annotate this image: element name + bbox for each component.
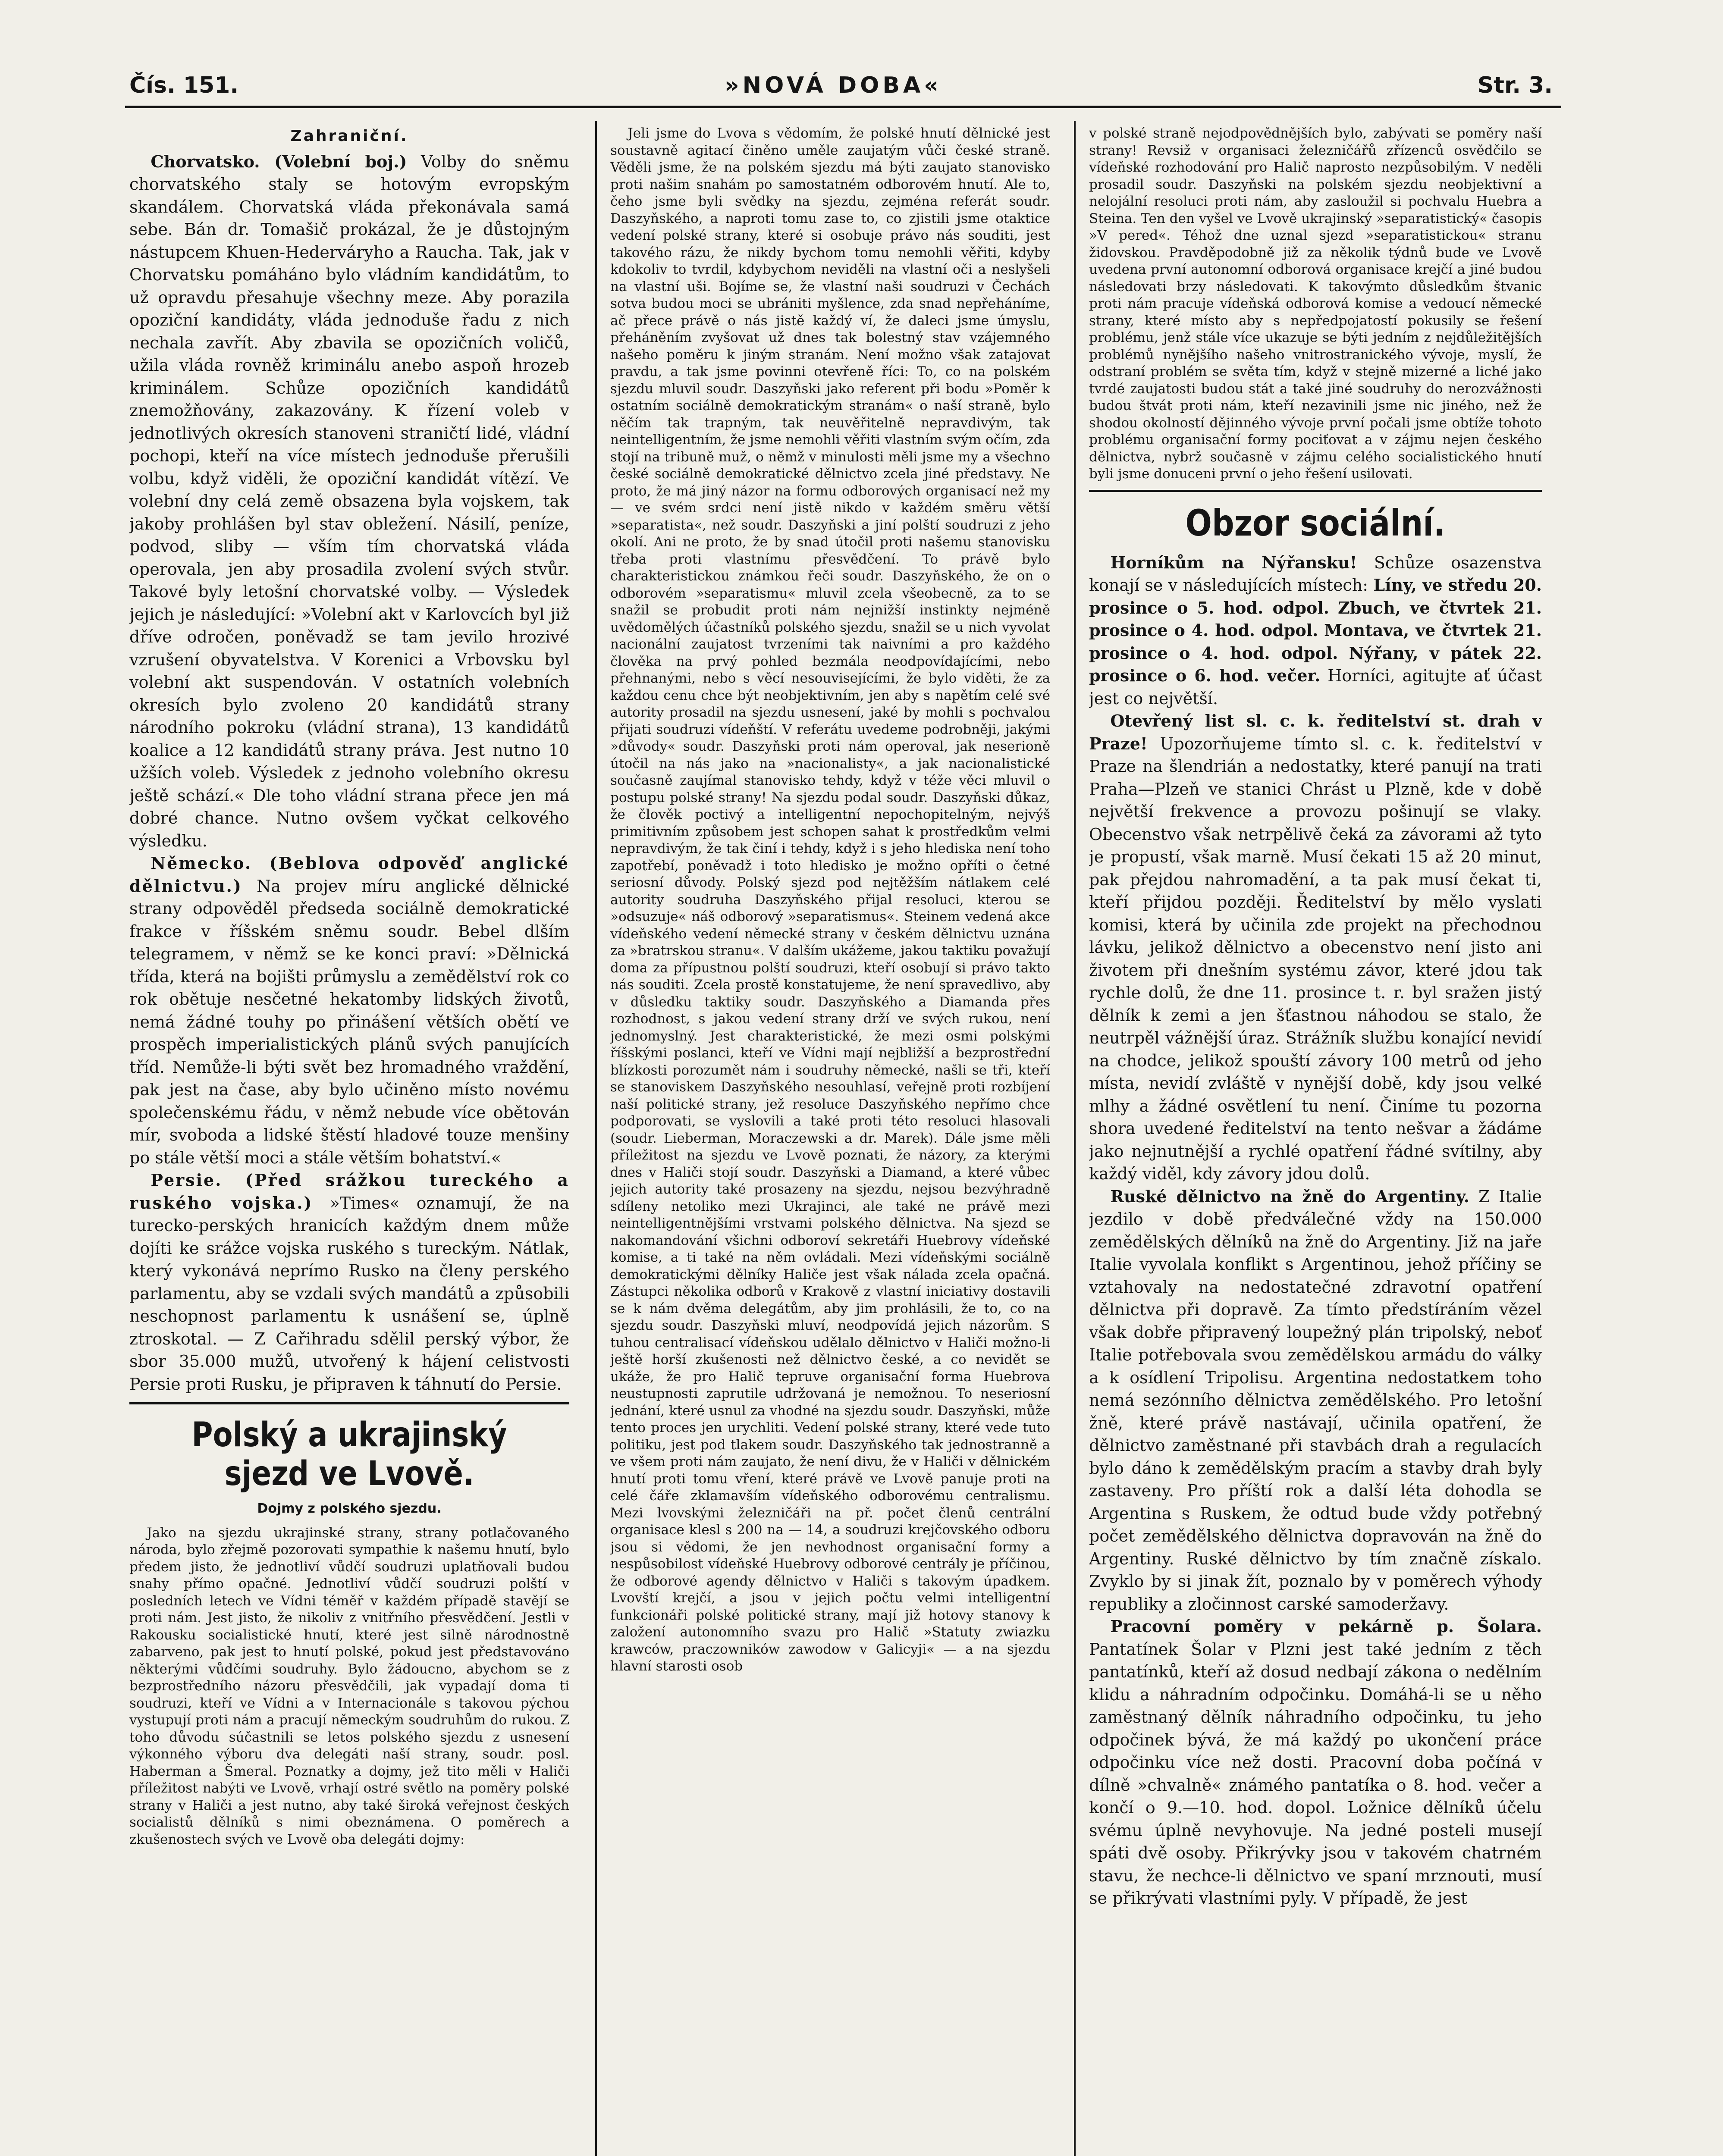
text-bakery: Pantatínek Šolar v Plzni jest také jedním z těch pantatínků, kteří až dosud nedbají zákona o nedělním klidu a náhradním odpočinku. Domáhá-li se u něho zaměstnaný dělník náhradního odpočinku, tu jeho odpočinek bývá, že má každý po ukončení práce odpočinku více než dosti. Pracovní doba počíná v dílně »chvalně« známého pantatíka o 8. hod. večer a končí o 9.—10. hod. dopol. Ložnice dělníků účelu svému úplně nevyhovuje. Na jedné posteli musejí spáti dvě osoby. Přikrývky jsou v takovém chatrném stavu, že nechce-li dělnictvo ve spaní mrznouti, musí se přikrývati vlastními pyly. V případě, že jest (1089, 1639, 1542, 1908)
text-polish-congress-end: v polské straně nejodpovědnějších bylo, zabývati se poměry naší strany! Revsiž v organisaci železničářů zřízenců osvědčilo se vídeňské rozhodování pro Halič naprosto nezpůsobilým. V neděli prosadil soudr. Daszyňski na polském sjezdu neobjektivní a nelojální resoluci proti nám, aby zasloužil si pochvalu Huebra a Steina. Ten den vyšel ve Lvově ukrajinský »separatistický« časopis »V pered«. Téhož dne uznal sjezd »separatistickou« stranu židovskou. Pravděpodobně již za několik týdnů bude ve Lvově uvedena první autonomní odborová organisace krejčí a jiné budou následovati brzy následovati. K takovýmto důsledkům štvanic proti nám pracuje vídeňská odborová komise a vedoucí německé strany, které místo aby s nepředpojatostí pokusily se řešení problému, jenž stále více ukazuje se býti jedním z nejdůležitějších problémů nynějšího našeho vnitrostranického vývoje, myslí, že odstraní problém se světa tím, když v stejně mizerné a liché jako tvrdé zaujatosti budou stát a také jiné soudruhy do nerozvážnosti budou štvát proti nám, kteří nezavinili jsme nic jiného, než že shodou okolností dějinného vývoje první počali jsme obtíže tohoto problému organisační formy pociťovat a v zájmu nejen českého dělnictva, nybrž současně v zájmu celého socialistického hnutí byli jsme donuceni první o jeho řešení usilovati. (1089, 125, 1542, 482)
article-croatia (129, 150, 569, 852)
meeting-zbuch: Zbuch, ve čtvrtek 21. prosince o 4. hod. odpol. (1089, 598, 1542, 640)
lead-argentina: Ruské dělnictvo na žně do Argentiny. (1110, 1186, 1470, 1206)
article-miners (1089, 552, 1542, 710)
lead-miners: Horníkům na Nýřansku! (1110, 552, 1357, 572)
newspaper-title: »NOVÁ DOBA« (725, 72, 942, 98)
article-germany (129, 852, 569, 1169)
article-persia (129, 1169, 569, 1395)
title-rule (129, 1402, 569, 1404)
text-germany: Na projev míru anglické dělnické strany odpověděl předseda sociálně demokratické frakce v říšském sněmu soudr. Bebel dlším telegramem, v němž se ke konci praví: »Dělnická třída, která na bojišti průmyslu a zemědělství rok co rok obětuje nesčetné hekatomby lidských životů, nemá žádné touhy po přinášení větších obětí ve prospěch imperialistických plánů svých panujících tříd. Nemůže-li býti svět bez hromadného vraždění, pak jest na čase, aby bylo učiněno místo novému společenskému řádu, v němž nebude více obětován mír, svoboda a lidské štěstí hladové touze menšiny po stále větší moci a stále větším bohatství.« (129, 876, 569, 1167)
issue-number: Čís. 151. (129, 72, 239, 98)
text-miners-intro: Schůze osazenstva konají se v následujících místech: (1089, 553, 1542, 595)
column-divider (595, 121, 597, 2156)
column-divider (1074, 121, 1076, 2156)
page-number: Str. 3. (1477, 72, 1553, 98)
polish-congress-subtitle: Dojmy z polského sjezdu. (257, 1501, 442, 1516)
text-open-letter: Upozorňujeme tímto sl. c. k. ředitelství v Praze na šlendrián a nedostatky, které panují na trati Praha—Plzeň ve stanici Chrást u Plzně, kde v době největší frekvence a provozu pošinují se vlaky. Obecenstvo však netrpělivě čeká za závorami až tyto je propustí, však marně. Musí čekati 15 až 20 minut, pak přejdou nahromadění, a ta pak musí čekat ti, kteří přijdou později. Ředitelství by mělo vyslati komisi, která by učinila zde projekt na přechodnou lávku, jelikož dělnictvo a obecenstvo není jisto ani životem při dnešním systému závor, které jdou tak rychle dolů, že dne 11. prosince t. r. byl sražen jistý dělník k zemi a jen šťastnou náhodou se stalo, že neutrpěl vážnější úraz. Strážník službu konající nevidí na chodce, jelikož spouští závory 100 metrů od jeho místa, nevidí zvláště v nynější době, kdy jsou velké mlhy a žádné osvětlení tu není. Činíme tu pozorna shora uvedené ředitelství na tento nešvar a žádáme jako nejnutnější a rychlé opatření řádné svítilny, aby každý viděl, kdy závory jdou dolů. (1089, 734, 1542, 1183)
column-3 (1089, 125, 1542, 2156)
meeting-liny: Líny, ve středu 20. prosince o 5. hod. odpol. (1089, 575, 1542, 617)
section-heading-foreign: Zahraniční. (290, 127, 408, 145)
lead-germany: Německo. (Beblova odpověď anglické dělnictvu.) (129, 853, 569, 896)
article-bakery (1089, 1615, 1542, 1910)
text-polish-congress: Jako na sjezdu ukrajinské strany, strany potlačovaného národa, bylo zřejmě pozorovati sympathie k našemu hnutí, bylo předem jisto, že jednotliví vůdčí soudruzi uplatňovali budou snahy přímo opačné. Jednotliví vůdčí soudruzi polští v posledních letech ve Vídni téměř v každém případě stavějí se proti nám. Jest jisto, že nikoliv z vnitřního přesvědčení. Jestli v Rakousku socialistické hnutí, které jest silně národnostně zabarveno, pak jest to hnutí polské, pokud jest představováno některými vůdčími soudruhy. Bylo žádoucno, abychom se z bezprostředního názoru přesvědčili, jak vypadají doma ti soudruzi, kteří ve Vídni a v Internacionále s takovou pýchou vystupují proti nám a pracují německým soudruhům do rukou. Z toho důvodu súčastnili se letos polského sjezdu z usnesení výkonného výboru dva delegáti naší strany, soudr. posl. Haberman a Šmeral. Poznatky a dojmy, jež tito měli v Haliči příležitost nabýti ve Lvově, vrhají ostré světlo na poměry polské strany v Haliči a jest nutno, aby také široká veřejnost českých socialistů dělníků s nimi obeznámena. O poměrech a zkušenostech svých ve Lvově oba delegáti dojmy: (129, 1525, 569, 1847)
header-rule (125, 106, 1561, 108)
article-open-letter (1089, 710, 1542, 1185)
page-header (129, 72, 1553, 107)
text-persia: »Times« oznamují, že na turecko-perských hranicích každým dnem může dojíti ke srážce vojska ruského s tureckým. Nátlak, který vykonává neprímo Rusko na členy perského parlamentu, aby se vzdali svých mandátů a způsobili neschopnost parlamentu k usnášení se, úplně ztroskotal. — Z Cařihradu sdělil perský výbor, že sbor 35.000 mužů, utvořený k hájení celistvosti Persie proti Rusku, je připraven k táhnutí do Persie. (129, 1193, 569, 1394)
text-polish-congress-continued: Jeli jsme do Lvova s vědomím, že polské hnutí dělnické jest soustavně agitací činěno uměle zaujatým vůči české straně. Věděli jsme, že na polském sjezdu má býti zaujato stanovisko proti našim snahám po samostatném odborovém hnutí. Ale to, čeho jsme byli svědky na sjezdu, zejména referát soudr. Daszyňského, a naproti tomu zase to, co zjistili jsme otaktice vedení polské strany, které si osobuje právo nás souditi, jest takového rázu, že nikdy bychom tomu nemohli věřiti, kdyby kdokoliv to tvrdil, kdybychom neviděli na vlastní oči a neslyšeli na vlastní uši. Bojíme se, že vlastní naši soudruzi v Čechách sotva budou moci se ubrániti myšlence, zda snad nepřeháníme, ač přece právě o nás jistě každý ví, že daleci jsme úmyslu, přeháněním zvyšovat už dnes tak bolestný stav vzájemného našeho poměru k jiným stranám. Není možno však zatajovat pravdu, a tak jsme povinni otevřeně říci: To, co na polském sjezdu mluvil soudr. Daszyňski jako referent při bodu »Poměr k ostatním sociálně demokratickým stranám« o naší straně, bylo něčím tak trapným, tak neuvěřitelně nepravdivým, tak neintelligentním, že jsme nemohli věřiti vlastním svým očím, zda stojí na tribuně muž, o němž v minulosti měli jsme my a všechno české sociálně demokratické dělnictvo zcela jiné představy. Ne proto, že má jiný názor na formu odborových organisací než my — ve svém srdci není jistě nikdo v každém směru větší »separatista«, než soudr. Daszyňski a jiní polští soudruzi z jeho okolí. Ani ne proto, že by snad útočil proti našemu stanovisku třeba proti vlastnímu přesvědčení. To právě bylo charakteristickou známkou řeči soudr. Daszyňského, že on o odborovém »separatismu« mluvil zcela všeobecně, za to se snažil se probudit proti nám nejnižší instinkty nejméně uvědomělých účastníků polského sjezdu, snažil se u nich vyvolat nacionální zaujatost tvrzeními tak naivními a pro každého člověka na prvý pohled bezmála neodpovídajícími, nebo přehnanými, nebo s věcí nesouvisejícími, že bylo viděti, že za každou cenu chce být neobjektivním, jen aby s napětím celé své autority prosadil na sjezdu usnesení, jaké by mohli s pochvalou přijati soudruzi vídeňští. V referátu uvedeme podrobněji, jakými »důvody« soudr. Daszyňski proti nám operoval, jak neserioně útočil na nás jako na »nacionalisty«, a jak nacionalistické současně zaujímal stanovisko tehdy, když v téže věci mluvil o postupu polské strany! Na sjezdu podal soudr. Daszyňski důkaz, že člověk poctivý a intelligentní nepochopitelným, nejvýš primitivním způsobem jest schopen sahat k prostředkům velmi nepravdivým, že tak činí i tehdy, když i s jeho hlediska není toho zapotřebí, poněvadž i toto hledisko je možno opříti o četné seriosní důvody. Polský sjezd pod nejtěžším nátlakem celé autority soudruha Daszyňského přijal resoluci, kterou se »odsuzuje« náš odborový »separatismus«. Steinem vedená akce vídeňského vedení německé strany v českém dělnictvu uznána za »bratrskou stranu«. V dalším ukážeme, jakou taktiku považují doma za přípustnou polští soudruzi, kteří osobují si právo takto nás souditi. Zcela prostě konstatujeme, že není spravedlivo, aby v důsledku taktiky soudr. Daszyňského a Diamanda přes rozhodnost, s jakou vedení strany drží ve svých rukou, není jednomyslný. Jest charakteristické, že mezi osmi polskými říšskými poslanci, kteří ve Vídni mají nejbližší a bezprostřední blízkosti porozumět nám i soudruhy německé, našli se tři, kteří se stanoviskem Daszyňského nesouhlasí, veřejně proti rozbíjení naší politické strany, jež resoluce Daszyňského nepřímo chce podporovati, se vyslovili a také proti této resoluci hlasovali (soudr. Lieberman, Moraczewski a dr. Marek). Dále jsme měli příležitost na sjezdu ve Lvově poznati, že názory, za kterými dnes v Haliči stojí soudr. Daszyňski a Diamand, a které vůbec jejich autority také prosazeny na sjezdu, nejsou bezvýhradně sdíleny netoliko mezi Ukrajinci, ale také ne právě mezi neintelligentnějšími vrstvami polského dělnictva. Na sjezd se nakomandování všichni odboroví sekretáři Huebrovy vídeňské komise, a ti také na něm ovládali. Mezi vídeňskými sociálně demokratickými dělníky Haliče jest však nálada zcela opačná. Zástupci několika odborů v Krakově z vlastní iniciativy dostavili se k nám dvěma delegátům, aby jim prohlásili, že to, co na sjezdu soudr. Daszyňski mluví, neodpovídá jejich názorům. S tuhou centralisací vídeňskou udělalo dělnictvo v Haliči možno-li ještě horší zkušenosti než dělnictvo české, a co nevidět se ukáže, že pro Halič tepruve organisační forma Huebrova neustupnosti zaprutile udržovaná je nemožnou. To neseriosní jednání, které usnul za vhodné na sjezdu soudr. Daszyňski, může tento proces jen urychliti. Vedení polské strany, které vede tuto politiku, jest pod tlakem soudr. Daszyňského tak jednostranně a ve všem proti nám zaujato, že není divu, že v Haliči v dělnickém hnutí proti tomu vření, které právě ve Lvově panuje proti na celé čáře zklamavším vídeňského odborovému centralismu. Mezi lvovskými železničáři na př. počet členů centrální organisace klesl s 200 na — 14, a soudruzi krejčovského odboru jsou si vědomi, že jen nevhodnost organisační formy a nespůsobilost vídeňské Huebrovy odborové centrály je příčinou, že odborové agendy dělnictvo v Haliči s takovým úpadkem. Lvovští krejčí, a jsou v jejich počtu velmi intelligentní funkcionáři polské politické strany, mají již hotovy stanovy k založení autonomního svazu pro Halič »Statuty zwiazku krawców, praczowników zawodow v Galicyji« — a na sjezdu hlavní starosti osob (610, 125, 1050, 1674)
social-review-title: Obzor sociální. (1185, 501, 1446, 544)
text-argentina: Z Italie jezdilo v době předválečné vždy na 150.000 zemědělských dělníků na žně do Argentiny. Již na jaře Italie vyvolala konflikt s Argentinou, jehož příčiny se vztahovaly na nedostatečné zdravotní opatření dělnictva při dopravě. Za tímto předstíráním vězel však dobře připravený loupežný plán tripolský, neboť Italie potřebovala svou zemědělskou armádu do války a k osídlení Tripolisu. Argentina nedostatkem toho nemá sezónního dělnictva zemědělského. Pro letošní žně, které právě nastávají, učinila opatření, že dělnictvo zaměstnané při stavbách drah a regulacích bylo dáno k zemědělským pracím a stavby drah byly zastaveny. Pro příští rok a další léta dohodla se Argentina s Ruskem, že odtud bude vždy potřebný počet zemědělského dělnictva dopravován na žně do Argentiny. Ruské dělnictvo by tím značně získalo. Zvyklo by si jinak žít, poznalo by v poměrech výhody republiky a zločinnost carské samoderžavy. (1089, 1187, 1542, 1614)
text-miners-outro: Horníci, agitujte ať účast jest co největší. (1089, 666, 1542, 708)
title-rule (1089, 490, 1542, 492)
lead-croatia: Chorvatsko. (Volební boj.) (151, 151, 407, 171)
polish-congress-title: Polský a ukrajinský sjezd ve Lvově. (191, 1416, 507, 1493)
column-2 (610, 125, 1050, 2156)
lead-persia: Persie. (Před srážkou tureckého a ruského vojska.) (129, 1170, 569, 1213)
article-argentina (1089, 1185, 1542, 1616)
column-1 (129, 125, 569, 2156)
lead-bakery: Pracovní poměry v pekárně p. Šolara. (1110, 1617, 1542, 1636)
lead-open-letter: Otevřený list sl. c. k. ředitelství st. drah v Praze! (1089, 711, 1542, 753)
text-croatia: Volby do sněmu chorvatského staly se hotovým evropským skandálem. Chorvatská vláda překonávala samá sebe. Bán dr. Tomašič prokázal, že je důstojným nástupcem Khuen-Hederváryho a Raucha. Tak, jak v Chorvatsku pomáháno bylo vládním kandidátům, to už opravdu přesahuje všechny meze. Aby porazila opoziční kandidáty, vláda jednoduše řadu z nich nechala zavřít. Aby zbavila se opozičních voličů, užila vláda rovněž kriminálu anebo aspoň hrozeb kriminálem. Schůze opozičních kandidátů znemožňovány, zakazovány. K řízení voleb v jednotlivých okresích stanoveni straničtí lidé, vládní pochopi, kteří na více místech jednoduše přerušili volbu, když viděli, že opoziční kandidát vítězí. Ve volební dny celá země obsazena byla vojskem, tak jakoby prohlášen byl stav obležení. Násilí, peníze, podvod, sliby — vším tím chorvatská vláda operovala, jen aby prosadila zvolení svých stvůr. Takové byly letošní chorvatské volby. — Výsledek jejich je následující: »Volební akt v Karlovcích byl již dříve odročen, poněvadž se tam jevilo hrozivé vzrušení obyvatelstva. V Korenici a Vrbovsku byl volební akt suspendován. V ostatních volebních okresích bylo zvoleno 20 kandidátů strany národního pokroku (vládní strana), 13 kandidátů koalice a 12 kandidátů strany práva. Jest nutno 10 užších voleb. Výsledek z jednoho volebního okresu ještě schází.« Dle toho vládní strana přece jen má dobré chance. Nutno ovšem vyčkat celkového výsledku. (129, 152, 569, 850)
meeting-montava: Montava, ve čtvrtek 21. prosince o 4. hod. odpol. (1089, 620, 1542, 663)
meeting-nyrany: Nýřany, v pátek 22. prosince o 6. hod. večer. (1089, 643, 1542, 685)
